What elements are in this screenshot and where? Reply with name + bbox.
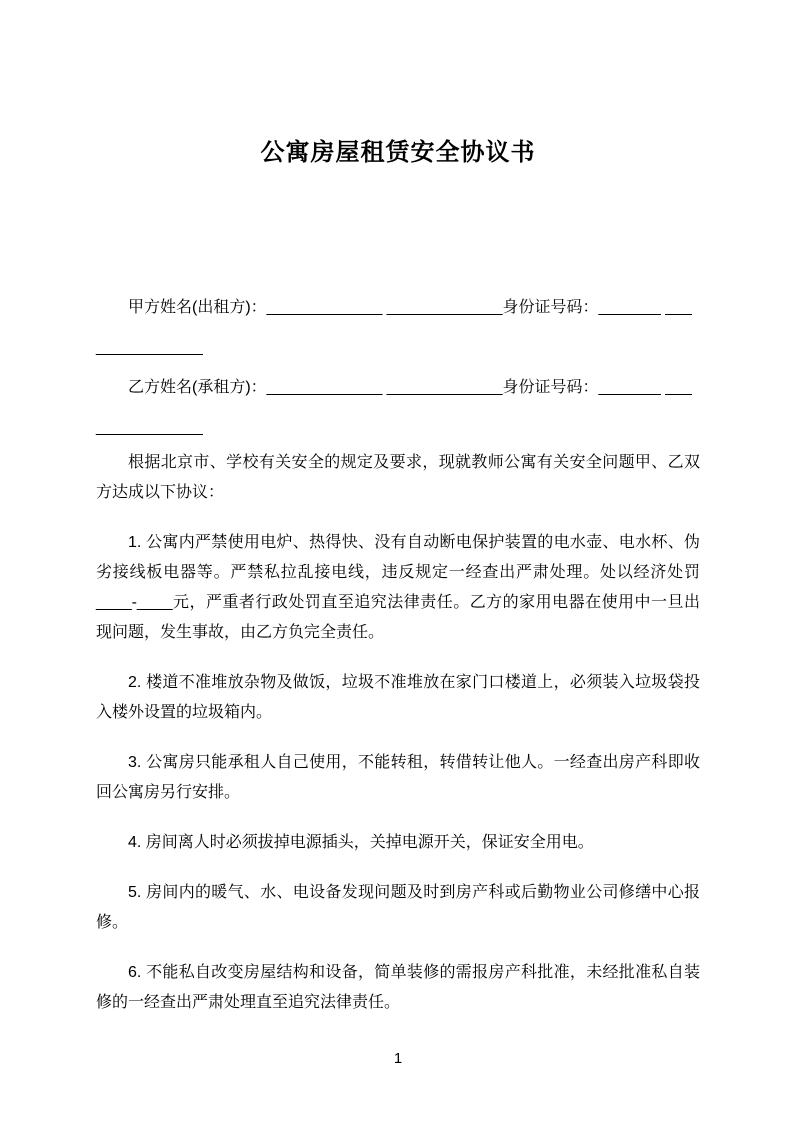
clause-1: 1. 公寓内严禁使用电炉、热得快、没有自动断电保护装置的电水壶、电水杯、伪劣接线板电器等。严禁私拉乱接电线，违反规定一经查出严肃处理。处以经济处罚____-____元，严重者行政处罚直至追究法律责任。乙方的家用电器在使用中一旦出现问题，发生事故，由乙方负完全责任。 [96, 534, 700, 641]
party-b-id-label: 身份证号码： [502, 379, 599, 396]
party-a-name-label: 甲方姓名(出租方)： [128, 299, 267, 316]
party-b-name-blank: _____________ _____________ [266, 379, 503, 396]
clause-4: 4. 房间离人时必须拔掉电源插头，关掉电源开关，保证安全用电。 [128, 834, 594, 851]
intro-paragraph: 根据北京市、学校有关安全的规定及要求，现就教师公寓有关安全问题甲、乙双方达成以下协议： [96, 454, 700, 501]
clause-6: 6. 不能私自改变房屋结构和设备，简单装修的需报房产科批准，未经批准私自装修的一经查出严肃处理直至追究法律责任。 [96, 964, 700, 1011]
party-a-name-blank: _____________ _____________ [266, 299, 503, 316]
party-a-id-blank: _______ ___ [598, 299, 692, 316]
party-b-line [96, 368, 700, 408]
party-b-id-blank: _______ ___ [598, 379, 692, 396]
party-a-section [96, 288, 700, 368]
party-a-blank-continuation: ____________ [96, 339, 203, 356]
page-number: 1 [393, 1050, 403, 1067]
party-b-blank-continuation: ____________ [96, 419, 203, 436]
clause-2: 2. 楼道不准堆放杂物及做饭，垃圾不准堆放在家门口楼道上，必须装入垃圾袋投入楼外设置的垃圾箱内。 [96, 674, 700, 721]
party-a-line [96, 288, 700, 328]
party-a-id-label: 身份证号码： [502, 299, 599, 316]
party-b-section [96, 368, 700, 448]
document-title: 公寓房屋租赁安全协议书 [260, 139, 536, 166]
clause-3: 3. 公寓房只能承租人自己使用，不能转租，转借转让他人。一经查出房产科即收回公寓房另行安排。 [96, 754, 700, 801]
clause-5: 5. 房间内的暖气、水、电设备发现问题及时到房产科或后勤物业公司修缮中心报修。 [96, 884, 700, 931]
party-b-name-label: 乙方姓名(承租方)： [128, 379, 267, 396]
